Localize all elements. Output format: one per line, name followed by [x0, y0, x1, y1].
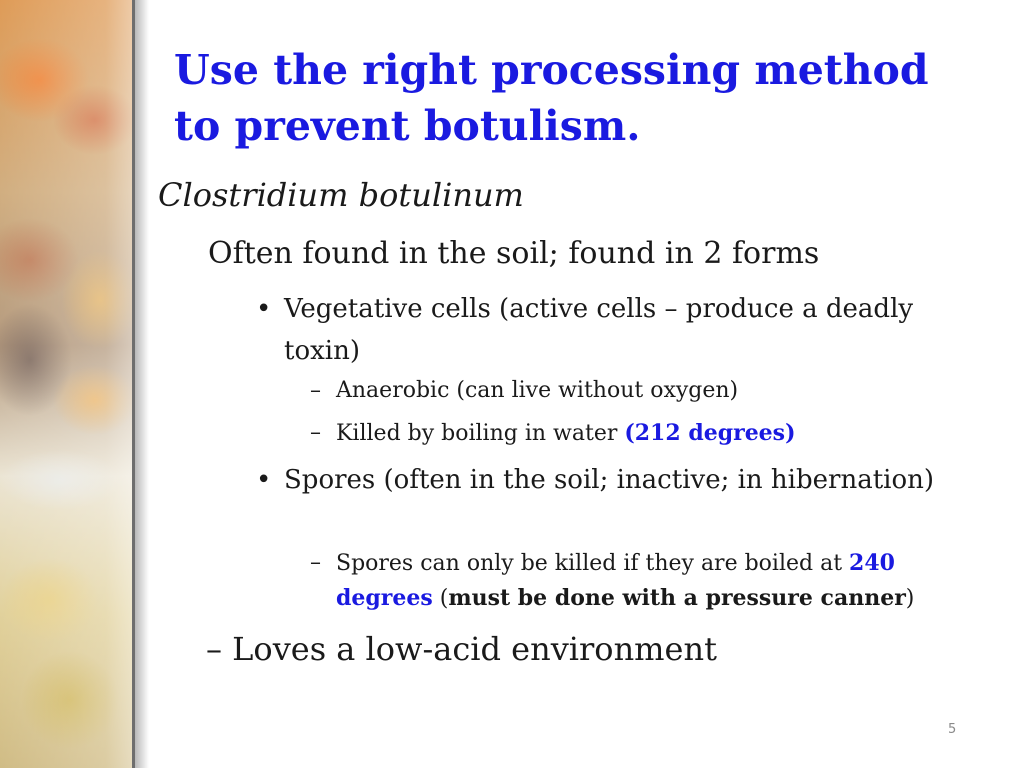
bullet-text: Spores (often in the soil; inactive; in hibernation): [284, 465, 934, 495]
slide-title: [174, 42, 974, 154]
sub-text-container: [336, 416, 950, 451]
open-paren: (: [432, 586, 449, 611]
closing-text: Loves a low-acid environment: [232, 630, 717, 668]
divider-shadow: [135, 0, 149, 768]
sub-dash: –: [310, 378, 321, 403]
intro-text: Often found in the soil; found in 2 forms: [208, 236, 820, 271]
closing-dash: –: [206, 630, 222, 668]
title-line-2: to prevent botulism.: [174, 102, 641, 150]
sub-anaerobic: [310, 374, 950, 408]
sub-text: Anaerobic (can live without oxygen): [336, 378, 739, 403]
sub-text: Killed by boiling in water: [336, 421, 625, 446]
photo-fade-overlay: [0, 0, 132, 768]
sub-text: Spores can only be killed if they are boiled at: [336, 551, 850, 576]
temperature-212: (212 degrees): [624, 420, 796, 446]
sub-text-container: [336, 546, 950, 616]
closing-point: [206, 628, 717, 670]
sub-dash: –: [310, 420, 321, 445]
page-number: 5: [948, 722, 957, 737]
bullet-vegetative-cells: [256, 288, 976, 372]
bullet-symbol: •: [256, 294, 272, 324]
bullet-spores: [256, 459, 976, 501]
sub-dash: –: [310, 550, 321, 575]
title-line-1: Use the right processing method: [174, 46, 929, 94]
close-paren: ): [905, 586, 915, 611]
sub-spores-killed: [310, 546, 950, 616]
pressure-canner-note: must be done with a pressure canner: [448, 585, 906, 611]
organism-name: Clostridium botulinum: [158, 176, 524, 214]
temperature-240: 240 degrees: [336, 550, 895, 611]
bullet-symbol: •: [256, 465, 272, 495]
bullet-text: Vegetative cells (active cells – produce a deadly toxin): [284, 294, 914, 366]
sub-killed-boiling: [310, 416, 950, 451]
